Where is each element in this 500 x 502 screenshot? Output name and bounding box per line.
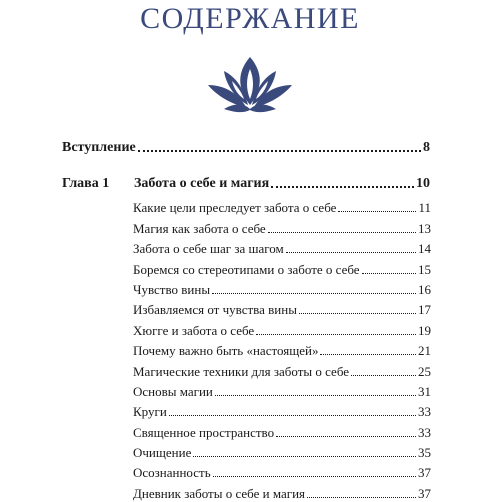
toc-item-label: Дневник заботы о себе и магия [133, 485, 306, 501]
chapter-title: Забота о себе и магия [134, 176, 270, 191]
toc-item-page: 16 [418, 281, 431, 297]
toc-item-label: Осознанность [133, 465, 211, 481]
toc-item-page: 33 [418, 404, 431, 420]
dot-leader [138, 149, 421, 152]
toc-item-label: Чувство вины [133, 281, 211, 297]
toc-item-page: 15 [418, 261, 431, 277]
dot-leader [276, 435, 416, 437]
toc-item[interactable] [133, 420, 431, 440]
dot-leader [320, 353, 416, 355]
dot-leader [307, 496, 416, 498]
dot-leader [215, 394, 416, 396]
toc-item[interactable] [133, 441, 431, 461]
toc-item-page: 37 [418, 485, 431, 501]
toc-item-label: Священное пространство [133, 424, 275, 440]
toc-item-label: Хюгге и забота о себе [133, 322, 255, 338]
toc-item-page: 11 [418, 200, 431, 216]
dot-leader [212, 292, 416, 294]
dot-leader [256, 333, 416, 335]
toc-item[interactable] [133, 318, 431, 338]
toc-item-label: Почему важно быть «настоящей» [133, 343, 319, 359]
toc-item-label: Круги [133, 404, 167, 420]
toc-item[interactable] [133, 298, 431, 318]
toc-item[interactable] [133, 216, 431, 236]
toc-item[interactable] [133, 359, 431, 379]
dot-leader [362, 272, 416, 274]
toc-item-page: 17 [418, 302, 431, 318]
lotus-flower-icon [202, 55, 298, 113]
toc-item-page: 13 [418, 220, 431, 236]
toc-item-label: Забота о себе шаг за шагом [133, 241, 284, 257]
toc-chapter-heading[interactable] [62, 174, 430, 192]
toc-item[interactable] [133, 400, 431, 420]
toc-item-page: 33 [418, 424, 431, 440]
toc-item[interactable] [133, 278, 431, 298]
toc-item-page: 31 [418, 383, 431, 399]
page-title: СОДЕРЖАНИЕ [140, 2, 360, 35]
dot-leader [169, 414, 416, 416]
toc-entry-page: 8 [423, 140, 430, 155]
dot-leader [338, 210, 416, 212]
toc-item-label: Основы магии [133, 383, 213, 399]
toc-item-page: 35 [418, 445, 431, 461]
toc-item[interactable] [133, 237, 431, 257]
chapter-number: Глава 1 [62, 176, 110, 191]
toc-item-label: Очищение [133, 445, 192, 461]
toc-item[interactable] [133, 196, 431, 216]
dot-leader [268, 231, 416, 233]
toc-item-label: Какие цели преследует забота о себе [133, 200, 337, 216]
dot-leader [286, 251, 416, 253]
toc-item[interactable] [133, 257, 431, 277]
toc-item-page: 21 [418, 343, 431, 359]
toc-item[interactable] [133, 339, 431, 359]
toc-item-page: 14 [418, 241, 431, 257]
toc-entry-intro[interactable] [62, 138, 430, 156]
toc-item-page: 19 [418, 322, 431, 338]
dot-leader [193, 455, 416, 457]
toc-item-label: Магические техники для заботы о себе [133, 363, 350, 379]
toc-item-page: 37 [418, 465, 431, 481]
dot-leader [299, 312, 416, 314]
toc-item[interactable] [133, 380, 431, 400]
dot-leader [351, 374, 416, 376]
chapter-page: 10 [416, 176, 430, 191]
toc-item-label: Магия как забота о себе [133, 220, 266, 236]
toc-item-page: 25 [418, 363, 431, 379]
dot-leader [271, 185, 414, 188]
toc-item[interactable] [133, 481, 431, 501]
dot-leader [213, 475, 416, 477]
toc-item[interactable] [133, 461, 431, 481]
toc-entry-label: Вступление [62, 140, 136, 155]
toc-item-label: Избавляемся от чувства вины [133, 302, 297, 318]
toc-item-label: Боремся со стереотипами о заботе о себе [133, 261, 360, 277]
toc-subsection-list [133, 196, 431, 502]
